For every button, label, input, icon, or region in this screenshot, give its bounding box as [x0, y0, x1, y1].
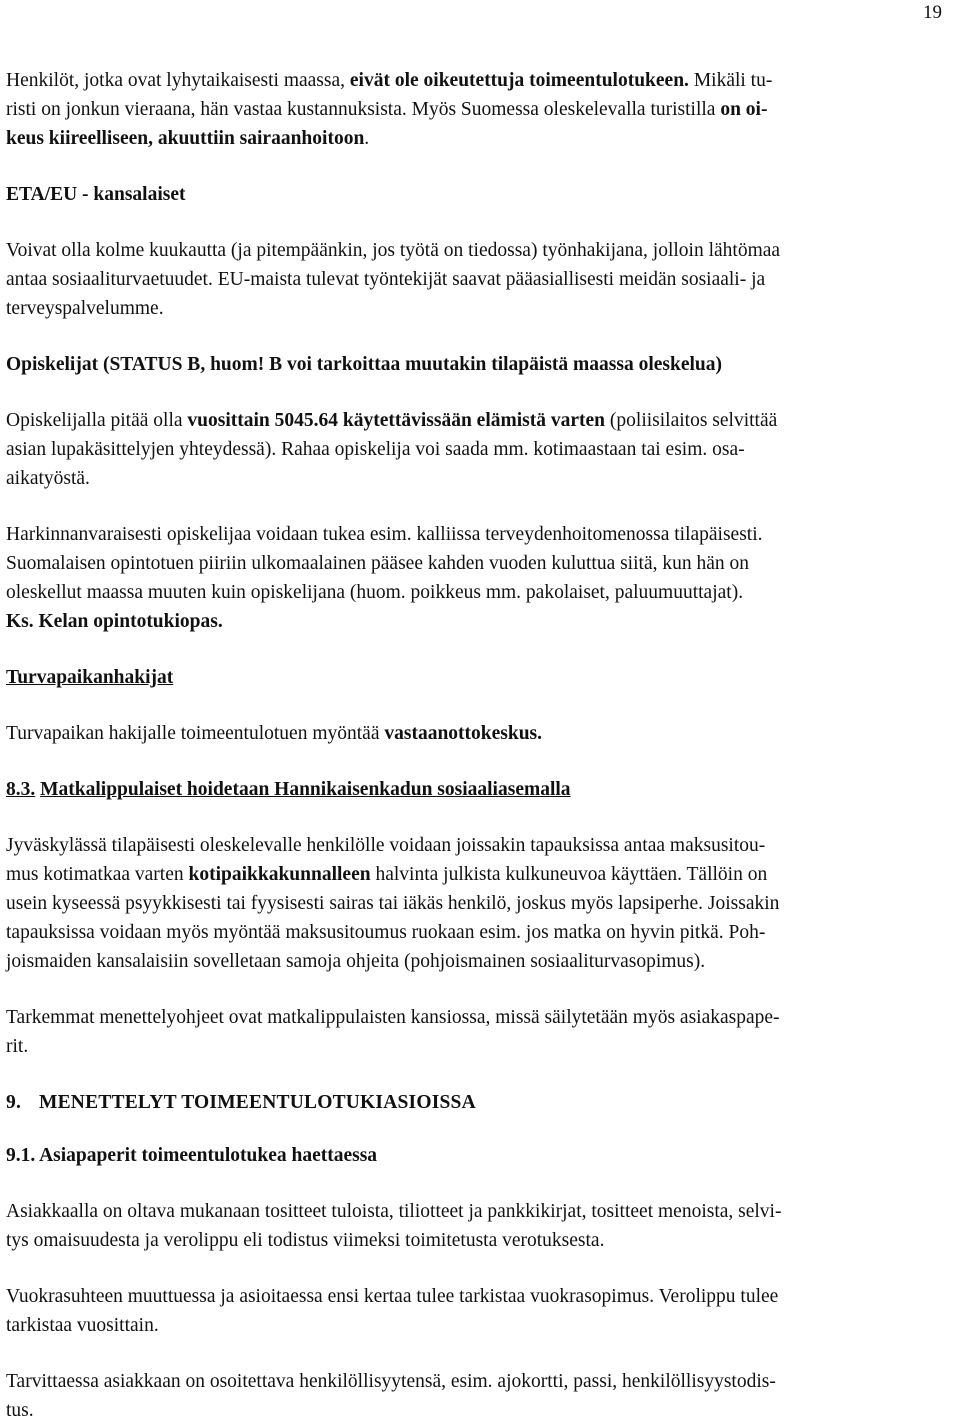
text-line: Asiakkaalla on oltava mukanaan tositteet tuloista, tiliotteet ja pankkikirjat, tositteet menoista, selvi- — [6, 1201, 782, 1222]
text-line: joismaiden kansalaisiin sovelletaan samoja ohjeita (pohjoismainen sosiaaliturvasopimus). — [6, 951, 706, 972]
paragraph-tourists — [6, 66, 952, 153]
text-line: asian lupakäsittelyjen yhteydessä). Rahaa opiskelija voi saada mm. kotimaastaan tai esim. osa- — [6, 439, 745, 460]
text-line: terveyspalvelumme. — [6, 298, 164, 319]
paragraph-travel-ticket — [6, 831, 952, 976]
bold-run: keus kiireelliseen, akuuttiin sairaanhoitoon — [6, 128, 365, 149]
text-line: tapauksissa voidaan myös myöntää maksusitoumus ruokaan esim. jos matka on hyvin pitkä. Poh- — [6, 922, 766, 943]
text-line: Voivat olla kolme kuukautta (ja pitempäänkin, jos työtä on tiedossa) työnhakijana, jolloin lähtömaa — [6, 240, 781, 261]
paragraph-discretionary-support — [6, 520, 952, 636]
text-run: . — [364, 128, 370, 149]
bold-run: Ks. Kelan opintotukiopas. — [6, 611, 223, 632]
text-run: halvinta julkista kulkuneuvoa käyttäen. Tällöin on — [370, 864, 768, 885]
text-line: rit. — [6, 1036, 29, 1057]
text-run: risti on jonkun vieraana, hän vastaa kustannuksista. Myös Suomessa oleskelevalla turistilla — [6, 99, 721, 120]
section-number: 9.1. — [6, 1145, 36, 1166]
text-line: usein kyseessä psyykkisesti tai fyysisesti sairas tai iäkäs henkilö, joskus myös lapsiperhe. Joissakin — [6, 893, 780, 914]
bold-run: kotipaikkakunnalleen — [188, 864, 371, 885]
section-title: MENETTELYT TOIMEENTULOTUKIASIOISSA — [39, 1092, 476, 1113]
section-number: 9. — [6, 1092, 22, 1113]
text-run: Opiskelijalla pitää olla — [6, 410, 188, 431]
text-line: Harkinnanvaraisesti opiskelijaa voidaan tukea esim. kalliissa terveydenhoitomenossa tilapäisesti. — [6, 524, 763, 545]
page-number: 19 — [923, 2, 942, 23]
heading-asylum-seekers: Turvapaikanhakijat — [6, 667, 174, 688]
document-body — [6, 66, 952, 1425]
text-line: Suomalaisen opintotuen piiriin ulkomaalainen pääsee kahden vuoden kuluttua siitä, kun hän on — [6, 553, 749, 574]
paragraph-asylum-seekers — [6, 719, 952, 748]
heading-students: Opiskelijat (STATUS B, huom! B voi tarkoittaa muutakin tilapäistä maassa oleskelua) — [6, 354, 722, 375]
bold-run: eivät ole oikeutettuja toimeentulotukeen. — [349, 70, 689, 91]
text-line: aikatyöstä. — [6, 468, 90, 489]
section-number: 8.3. — [6, 779, 36, 800]
text-line: antaa sosiaaliturvaetuudet. EU-maista tulevat työntekijät saavat pääasiallisesti meidän sosiaali- ja — [6, 269, 766, 290]
paragraph-documents-required — [6, 1197, 952, 1255]
paragraph-eta-eu — [6, 236, 952, 323]
text-line: tarkistaa vuosittain. — [6, 1315, 159, 1336]
heading-section-9-1 — [6, 1141, 952, 1170]
text-line: Tarvittaessa asiakkaan on osoitettava henkilöllisyytensä, esim. ajokortti, passi, henkilöllisyystodis- — [6, 1371, 776, 1392]
paragraph-procedure-folder — [6, 1003, 952, 1061]
text-run: Turvapaikan hakijalle toimeentulotuen myöntää — [6, 723, 385, 744]
text-line: Jyväskylässä tilapäisesti oleskelevalle henkilölle voidaan joissakin tapauksissa antaa maksusitou- — [6, 835, 766, 856]
bold-run: on oi- — [720, 99, 768, 120]
text-line: Tarkemmat menettelyohjeet ovat matkalippulaisten kansiossa, missä säilytetään myös asiakaspape- — [6, 1007, 780, 1028]
text-line: oleskellut maassa muuten kuin opiskelijana (huom. poikkeus mm. pakolaiset, paluumuuttajat). — [6, 582, 744, 603]
bold-run: vuosittain 5045.64 käytettävissään elämistä varten — [187, 410, 606, 431]
section-title: Matkalippulaiset hoidetaan Hannikaisenkadun sosiaaliasemalla — [40, 779, 571, 800]
heading-section-9 — [6, 1088, 952, 1117]
bold-run: vastaanottokeskus. — [384, 723, 543, 744]
text-run: (poliisilaitos selvittää — [605, 410, 778, 431]
section-title: Asiapaperit toimeentulotukea haettaessa — [39, 1145, 378, 1166]
text-run: mus kotimatkaa varten — [6, 864, 189, 885]
text-run: Henkilöt, jotka ovat lyhytaikaisesti maassa, — [6, 70, 350, 91]
text-line: Vuokrasuhteen muuttuessa ja asioitaessa ensi kertaa tulee tarkistaa vuokrasopimus. Verolippu tulee — [6, 1286, 779, 1307]
text-line: tys omaisuudesta ja verolippu eli todistus viimeksi toimitetusta verotuksesta. — [6, 1230, 605, 1251]
heading-section-8-3 — [6, 775, 952, 804]
paragraph-rental-agreement — [6, 1282, 952, 1340]
text-run: Mikäli tu- — [688, 70, 773, 91]
text-line: tus. — [6, 1400, 34, 1421]
paragraph-students — [6, 406, 952, 493]
paragraph-identification — [6, 1367, 952, 1425]
heading-eta-eu: ETA/EU - kansalaiset — [6, 184, 186, 205]
